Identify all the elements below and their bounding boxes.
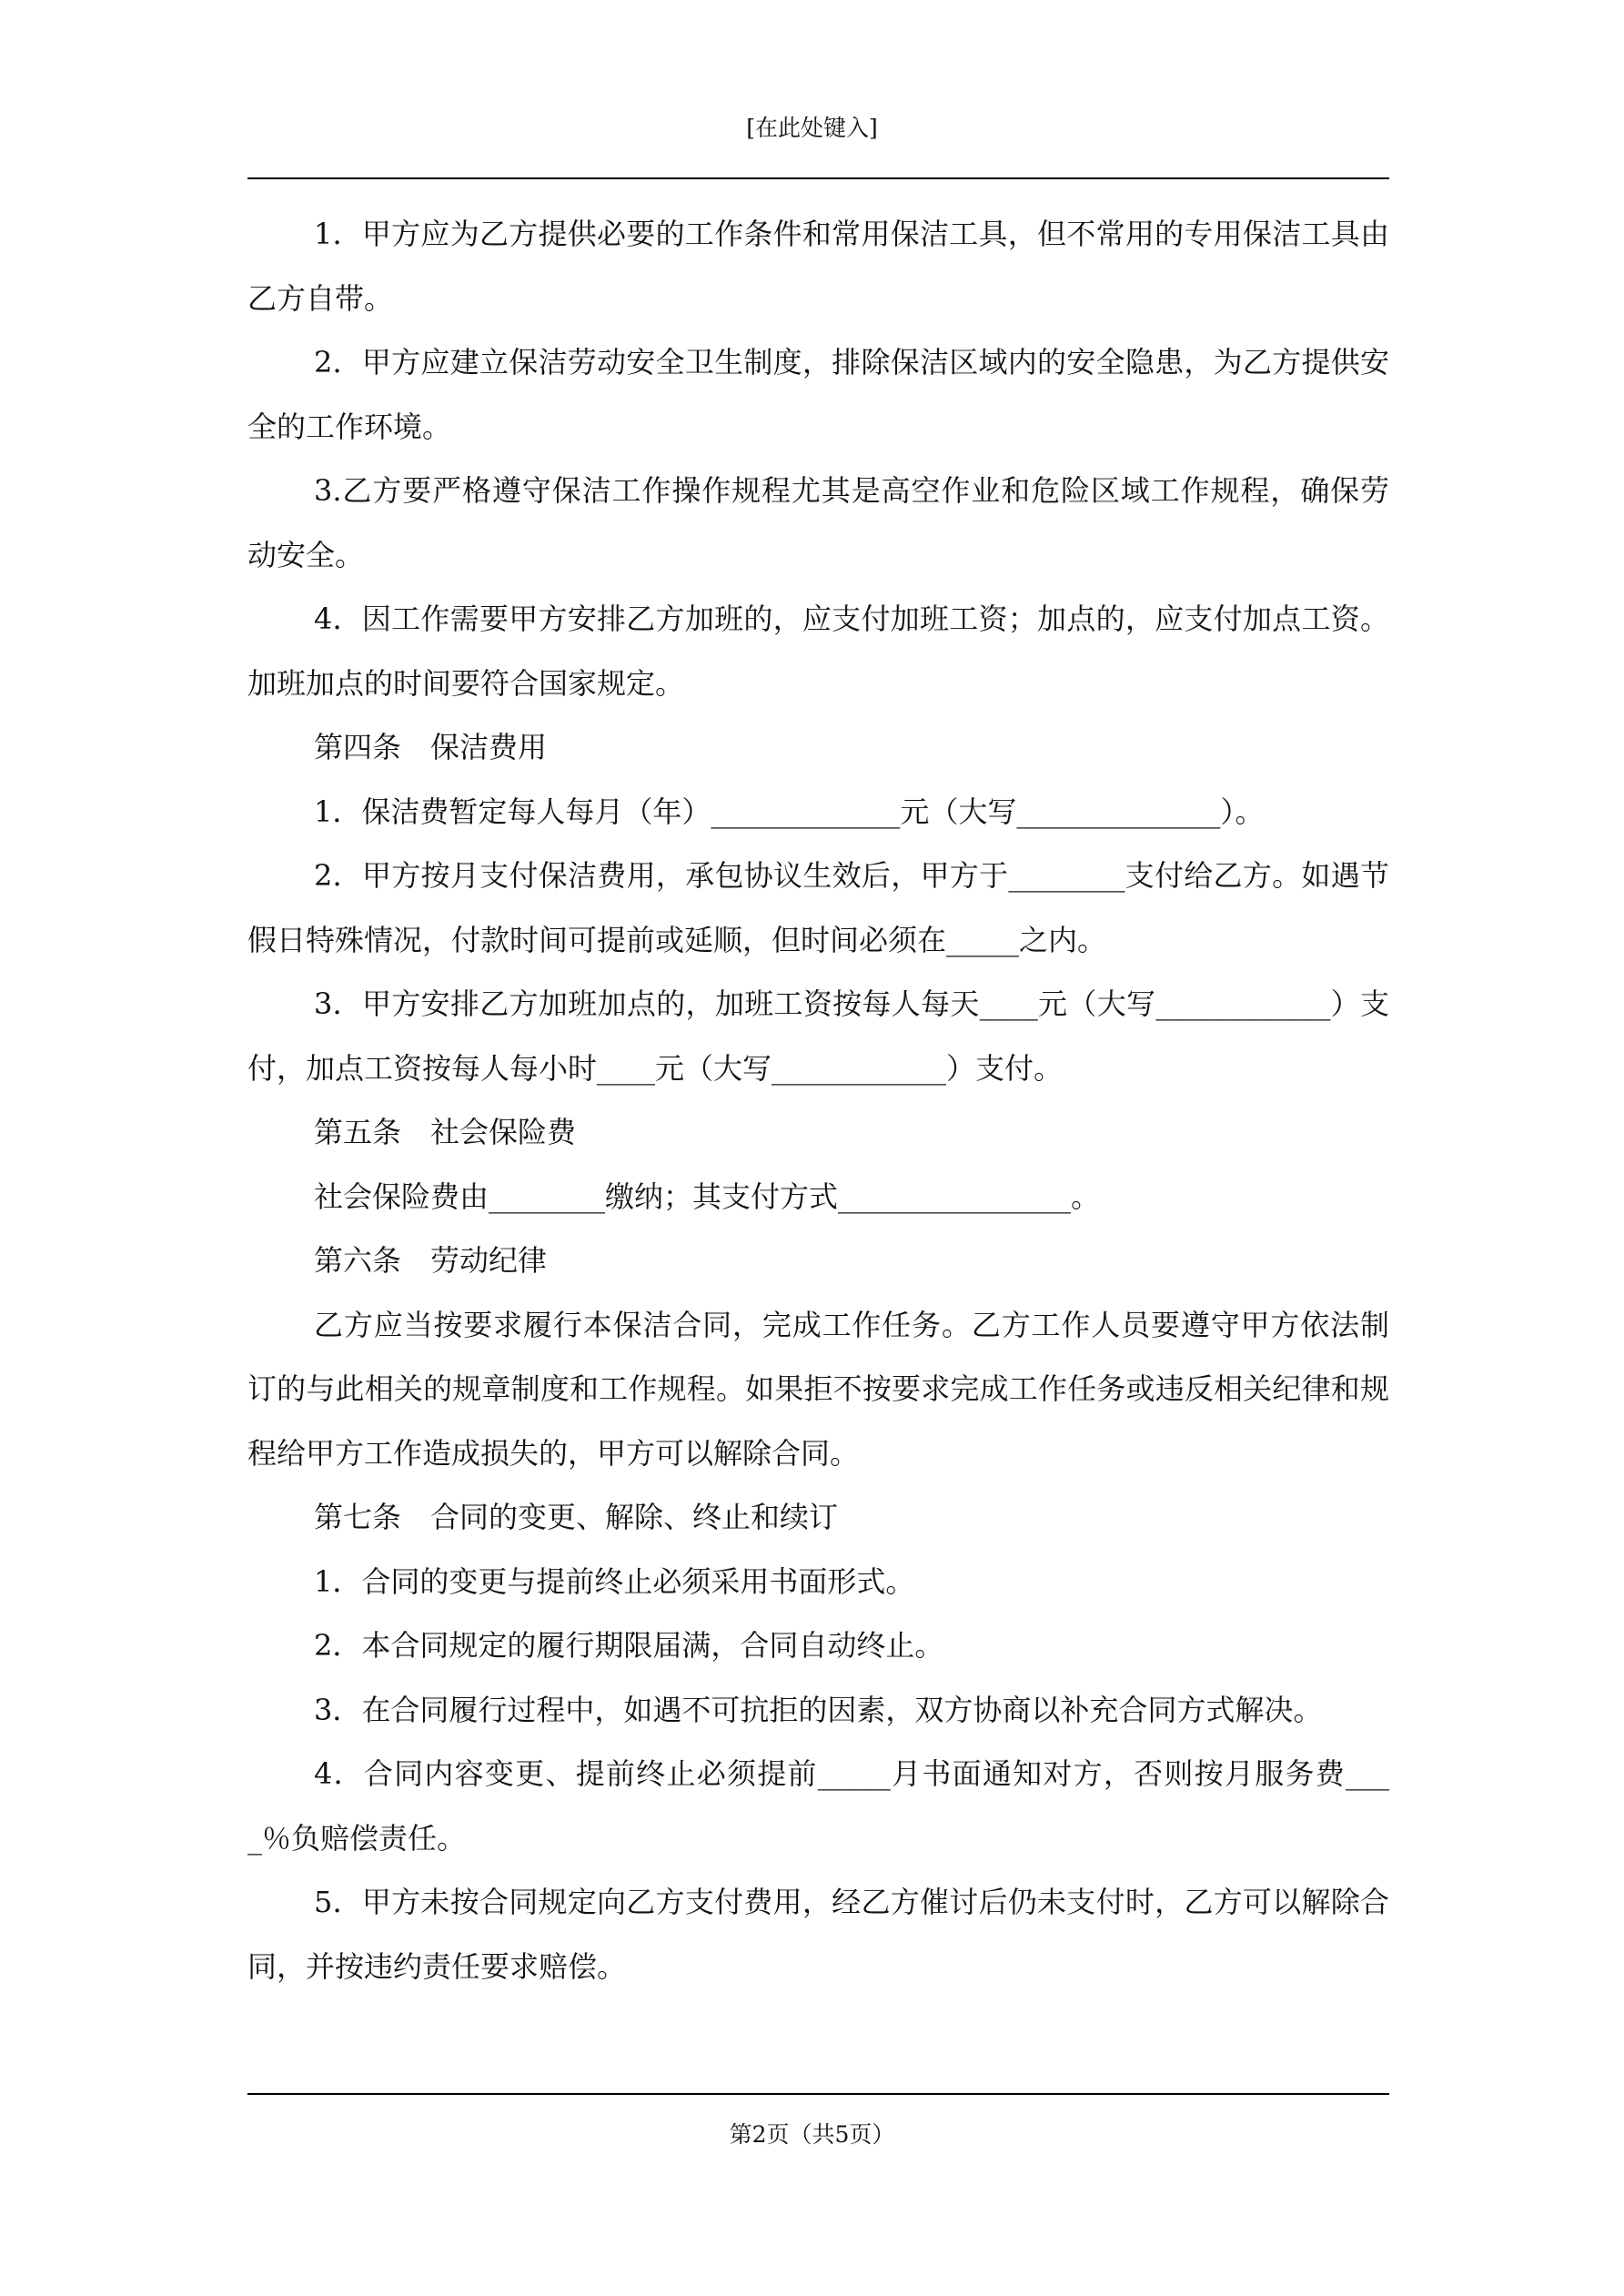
article-heading: 第七条 合同的变更、解除、终止和续订 bbox=[314, 1500, 839, 1534]
clause-paragraph: 1．保洁费暂定每人每月（年）_____________元（大写______________）。 bbox=[314, 794, 1265, 829]
article-heading: 第五条 社会保险费 bbox=[314, 1115, 577, 1149]
header-rule bbox=[247, 177, 1389, 179]
clause-paragraph: 4．因工作需要甲方安排乙方加班的，应支付加班工资；加点的，应支付加点工资。加班加点的时间要符合国家规定。 bbox=[247, 602, 1389, 701]
clause-paragraph: 乙方应当按要求履行本保洁合同，完成工作任务。乙方工作人员要遵守甲方依法制订的与此相关的规章制度和工作规程。如果拒不按要求完成工作任务或违反相关纪律和规程给甲方工作造成损失的，甲方可以解除合同。 bbox=[247, 1307, 1389, 1471]
clause-paragraph: 5．甲方未按合同规定向乙方支付费用，经乙方催讨后仍未支付时，乙方可以解除合同，并按违约责任要求赔偿。 bbox=[247, 1885, 1389, 1984]
clause-paragraph: 3.乙方要严格遵守保洁工作操作规程尤其是高空作业和危险区域工作规程，确保劳动安全。 bbox=[247, 473, 1389, 572]
footer-rule bbox=[247, 2093, 1389, 2095]
clause-paragraph: 3．甲方安排乙方加班加点的，加班工资按每人每天____元（大写____________）支付，加点工资按每人每小时____元（大写____________）支付。 bbox=[247, 986, 1389, 1086]
page-footer: 第2页（共5页） bbox=[729, 2121, 895, 2148]
document-body bbox=[247, 202, 1389, 1998]
clause-paragraph: 2．本合同规定的履行期限届满，合同自动终止。 bbox=[314, 1628, 944, 1663]
article-heading: 第四条 保洁费用 bbox=[314, 730, 548, 764]
clause-paragraph: 3．在合同履行过程中，如遇不可抗拒的因素，双方协商以补充合同方式解决。 bbox=[314, 1692, 1323, 1727]
article-heading: 第六条 劳动纪律 bbox=[314, 1243, 548, 1278]
clause-paragraph: 2．甲方按月支付保洁费用，承包协议生效后，甲方于________支付给乙方。如遇节假日特殊情况，付款时间可提前或延顺，但时间必须在_____之内。 bbox=[247, 858, 1389, 957]
clause-paragraph: 社会保险费由________缴纳；其支付方式________________。 bbox=[314, 1178, 1101, 1214]
clause-paragraph: 1．合同的变更与提前终止必须采用书面形式。 bbox=[314, 1563, 915, 1599]
clause-paragraph: 2．甲方应建立保洁劳动安全卫生制度，排除保洁区域内的安全隐患，为乙方提供安全的工作环境。 bbox=[247, 345, 1389, 444]
clause-paragraph: 4．合同内容变更、提前终止必须提前_____月书面通知对方，否则按月服务费____％负赔偿责任。 bbox=[247, 1756, 1389, 1856]
clause-paragraph: 1．甲方应为乙方提供必要的工作条件和常用保洁工具，但不常用的专用保洁工具由乙方自带。 bbox=[247, 217, 1389, 316]
page-header: [在此处键入] bbox=[746, 115, 878, 141]
